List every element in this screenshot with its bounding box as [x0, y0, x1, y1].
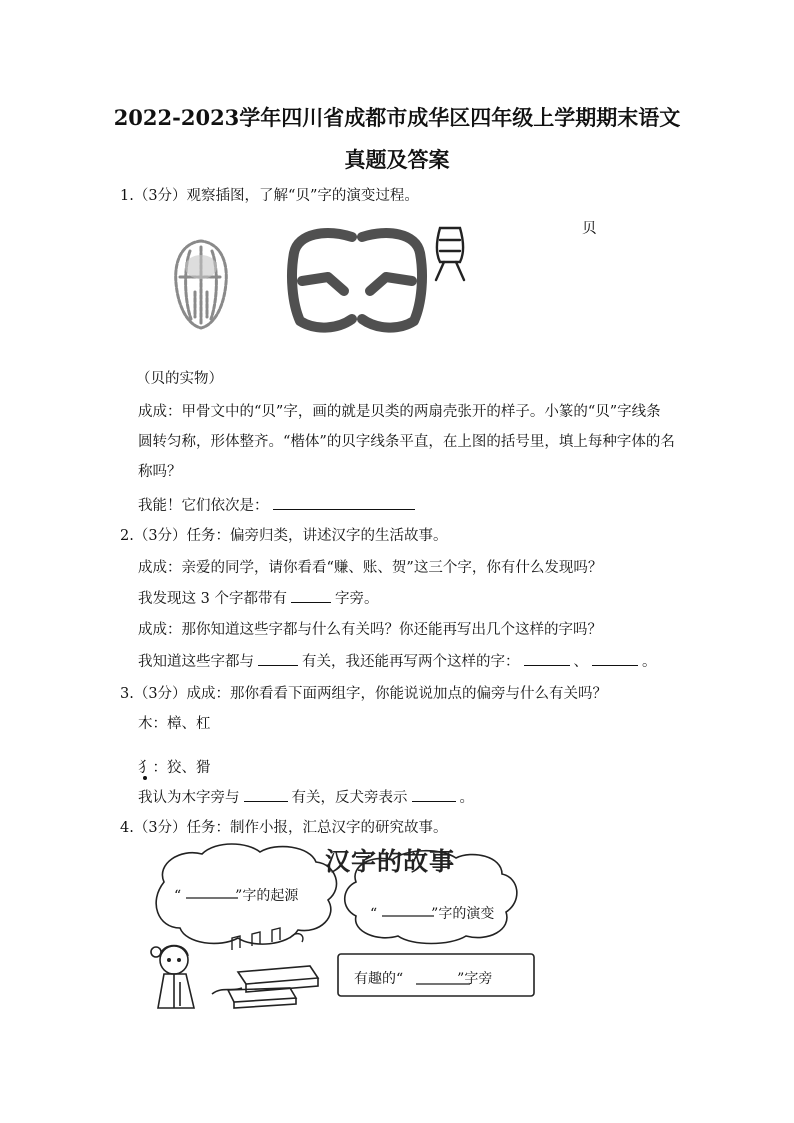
newspaper-poster	[150, 842, 545, 1012]
q2-answer1-suffix: 字旁。	[334, 591, 379, 607]
q2-paragraph-line1: 成成：亲爱的同学，请你看看“赚、账、贺”这三个字，你有什么发现吗？	[138, 560, 603, 576]
book-stack-icon	[212, 966, 318, 1008]
cloud-right-label: “ ”字的演变	[370, 906, 495, 922]
q1-paragraph-line1: 成成：甲骨文中的“贝”字，画的就是贝类的两扇壳张开的样子。小篆的“贝”字线条	[138, 404, 661, 420]
document-title-line1: 2022-2023学年四川省成都市成华区四年级上学期期末语文	[113, 105, 681, 130]
q2-answer2-prefix: 我知道这些字都与	[138, 654, 254, 670]
q3-answer-prefix: 我认为木字旁与	[138, 790, 240, 806]
q3-dog-radical: 犭	[138, 757, 153, 779]
q2-answer2-end: 。	[642, 654, 657, 670]
q1-answer-blank[interactable]	[273, 495, 415, 510]
q1-stem: 1.（3分）观察插图，了解“贝”字的演变过程。	[120, 188, 419, 204]
girl-reading-icon	[151, 946, 194, 1009]
q2-char-blank-2[interactable]	[592, 651, 638, 666]
kaishu-bei-character: 贝	[582, 221, 597, 237]
q3-group-wood: 木：樟、杠	[138, 716, 211, 732]
q2-separator: 、	[573, 654, 588, 670]
q2-answer1-prefix: 我发现这 3 个字都带有	[138, 591, 287, 607]
q2-paragraph-line3: 成成：那你知道这些字都与什么有关吗？你还能再写出几个这样的字吗？	[138, 622, 602, 638]
q1-answer-prompt: 我能！它们依次是：	[138, 498, 269, 514]
q3-group-dog	[138, 757, 211, 779]
shell-photo-illustration	[170, 237, 232, 332]
document-title-line2: 真题及答案	[344, 147, 450, 172]
q2-stem: 2.（3分）任务：偏旁归类，讲述汉字的生活故事。	[120, 528, 448, 544]
cloud-left-label: “ ”字的起源	[174, 888, 299, 904]
poster-title: 汉字的故事	[325, 847, 456, 876]
q2-radical-blank[interactable]	[291, 588, 331, 603]
q1-photo-caption: （贝的实物）	[136, 371, 223, 387]
radical-box-label: 有趣的“ ”字旁	[354, 971, 493, 987]
q1-paragraph-line2: 圆转匀称，形体整齐。“楷体”的贝字线条平直，在上图的括号里，填上每种字体的名	[138, 434, 675, 450]
q1-answer-line	[138, 495, 419, 517]
q2-meaning-blank[interactable]	[258, 651, 298, 666]
emphasis-dot-icon	[143, 776, 147, 780]
q1-paragraph-line3: 称吗？	[138, 464, 182, 480]
q2-char-blank-1[interactable]	[524, 651, 570, 666]
seal-script-bei-glyph	[432, 224, 468, 284]
q3-stem: 3.（3分）成成：那你看看下面两组字，你能说说加点的偏旁与什么有关吗？	[120, 686, 608, 702]
music-notes-icon	[232, 928, 303, 950]
q2-answer-line1	[138, 588, 378, 610]
q3-answer-middle: 有关，反犬旁表示	[291, 790, 408, 806]
q2-answer-line2	[138, 651, 657, 673]
q3-dog-chars: ：狡、猾	[152, 760, 211, 776]
q3-wood-blank[interactable]	[244, 787, 288, 802]
q4-stem: 4.（3分）任务：制作小报，汇总汉字的研究故事。	[120, 820, 448, 836]
q3-answer-line	[138, 787, 474, 809]
q3-answer-end: 。	[459, 790, 474, 806]
oracle-bone-bei-glyph	[286, 225, 428, 335]
q2-answer2-middle: 有关，我还能再写两个这样的字：	[302, 654, 520, 670]
q3-dog-blank[interactable]	[412, 787, 456, 802]
